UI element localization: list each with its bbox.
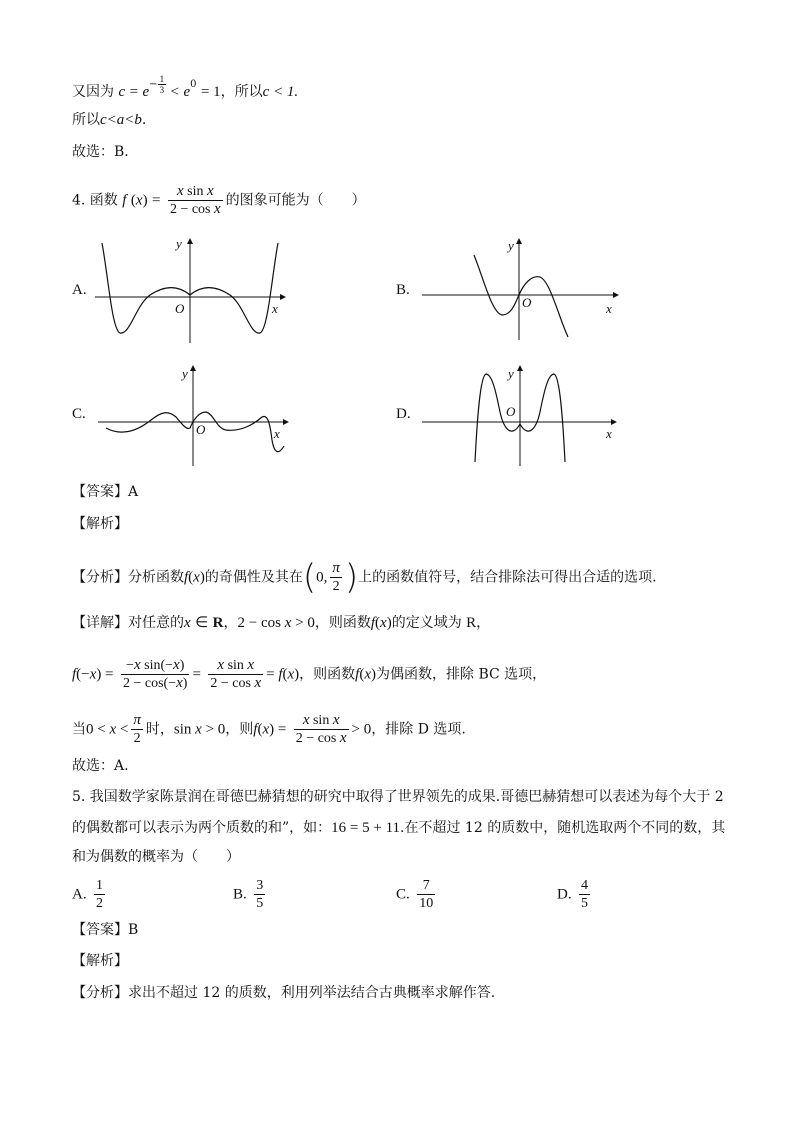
text: ，排除 D 选项. bbox=[371, 721, 466, 738]
option-label: B. bbox=[233, 886, 247, 903]
graph-c bbox=[96, 362, 292, 470]
curve bbox=[474, 255, 568, 337]
text: 的定义域为 bbox=[391, 615, 462, 631]
numerator: 3 bbox=[256, 878, 264, 893]
math-text: R bbox=[466, 615, 477, 631]
text: ，所以 bbox=[220, 84, 263, 100]
answer-value: B bbox=[128, 922, 139, 938]
text: 分析函数 bbox=[128, 569, 184, 586]
x-label: x bbox=[274, 426, 280, 441]
option-label: C. bbox=[396, 886, 410, 903]
option-label: A. bbox=[72, 886, 87, 903]
analysis-tag: 【解析】 bbox=[72, 516, 128, 532]
option-c-label[interactable]: C. bbox=[72, 406, 86, 422]
q5-jiexi bbox=[72, 951, 128, 971]
analysis-tag: 【解析】 bbox=[72, 953, 128, 969]
q4-answer bbox=[72, 482, 138, 502]
q5-line-2 bbox=[72, 818, 725, 838]
origin-label: O bbox=[522, 295, 532, 310]
text: ， bbox=[223, 615, 238, 631]
text: ，则 bbox=[225, 721, 254, 738]
curve bbox=[106, 412, 284, 452]
text: 的偶数都可以表示为两个质数的和”，如： bbox=[72, 820, 332, 836]
fenxi-tag: 【分析】 bbox=[72, 569, 128, 586]
origin-label: O bbox=[175, 301, 185, 316]
origin-label: O bbox=[506, 404, 516, 419]
text: ，则函数 bbox=[314, 615, 371, 631]
denominator: 2 bbox=[96, 896, 104, 911]
option-label: D. bbox=[557, 886, 572, 903]
graph-a bbox=[90, 235, 290, 345]
question-4: 4. 函数 f (x) = $\frac{\text{x sin x}}{\text{2 − cos x}}$ 的图象可能为（ ） bbox=[72, 183, 366, 217]
q5-option-a[interactable] bbox=[72, 877, 108, 912]
x-label: x bbox=[272, 301, 278, 316]
q4-fenxi: 【分析】分析函数f(x)的奇偶性及其在(0, $\frac{\pi}{2}$ )上的函数值符号，结合排除法可得出合适的选项. bbox=[72, 557, 657, 598]
denominator: 10 bbox=[419, 896, 434, 911]
q5-line-3: 和为偶数的概率为（ ） bbox=[72, 849, 240, 865]
text: 对任意的 bbox=[128, 615, 184, 631]
text: 所以 bbox=[72, 112, 100, 128]
q5-option-c[interactable] bbox=[396, 877, 438, 912]
q5-fenxi bbox=[72, 983, 495, 1003]
answer-tag: 【答案】 bbox=[72, 484, 128, 500]
graph-b bbox=[422, 235, 622, 345]
text: 时， bbox=[145, 721, 174, 738]
x-label: x bbox=[606, 426, 612, 441]
denominator: 5 bbox=[256, 896, 264, 911]
graph-d bbox=[420, 362, 620, 470]
y-label: y bbox=[176, 236, 182, 251]
q5-option-d[interactable] bbox=[557, 877, 593, 912]
math-text: 16 = 5 + 11 bbox=[331, 820, 401, 836]
text: 又因为 bbox=[72, 84, 114, 100]
text: .在不超过 12 的质数中，随机选取两个不同的数，其 bbox=[400, 820, 726, 836]
origin-label: O bbox=[196, 422, 206, 437]
q5-line-1: 5. 我国数学家陈景润在哥德巴赫猜想的研究中取得了世界领先的成果.哥德巴赫猜想可以表述为每个大于 2 bbox=[72, 789, 724, 805]
text: 的图象可能为（ ） bbox=[225, 192, 366, 209]
line-choose-b: 故选：B. bbox=[72, 144, 129, 160]
q4-detail-1: 【详解】对任意的x ∈ R，2 − cos x > 0，则函数f(x)的定义域为 R， bbox=[72, 615, 491, 631]
q4-detail-3: 当0 < x < $\frac{\pi}{2}$ 时，sin x > 0，则f(x) = $\frac{\text{x sin x}}{\text{2 − cos x}}$ > 0，排除 D 选项. bbox=[72, 712, 466, 746]
answer-tag: 【答案】 bbox=[72, 922, 128, 938]
numerator: 1 bbox=[96, 878, 104, 893]
text: 上的函数值符号，结合排除法可得出合适的选项. bbox=[358, 569, 657, 586]
q5-answer bbox=[72, 920, 138, 940]
numerator: 7 bbox=[417, 877, 435, 895]
line-order bbox=[72, 110, 146, 130]
q4-jiexi bbox=[72, 514, 128, 534]
y-label: y bbox=[508, 238, 514, 253]
text: 4. 函数 bbox=[72, 192, 118, 209]
text: 为偶函数，排除 BC 选项， bbox=[376, 666, 547, 683]
numerator: 4 bbox=[581, 878, 589, 893]
denominator: 5 bbox=[581, 896, 589, 911]
option-b-label[interactable]: B. bbox=[396, 282, 410, 298]
x-label: x bbox=[606, 301, 612, 316]
y-label: y bbox=[182, 366, 188, 381]
text: 当 bbox=[72, 721, 86, 738]
text: . bbox=[141, 112, 147, 128]
line-c-bound: 又因为 $c = e^{- \frac{1}{3}}$ < $e^0 = 1$，所以c < 1. bbox=[72, 74, 299, 100]
y-label: y bbox=[508, 366, 514, 381]
text: 求出不超过 12 的质数，利用列举法结合古典概率求解作答. bbox=[128, 985, 496, 1001]
q4-final: 故选：A. bbox=[72, 758, 129, 774]
text: 的奇偶性及其在 bbox=[204, 569, 303, 586]
text: ， bbox=[476, 615, 491, 631]
option-a-label[interactable]: A. bbox=[72, 282, 87, 298]
math-text: c<a<b bbox=[100, 112, 142, 128]
math-text: c < 1. bbox=[262, 84, 299, 100]
text: ，则函数 bbox=[299, 666, 356, 683]
q5-option-b[interactable] bbox=[233, 877, 268, 912]
answer-value: A bbox=[128, 484, 139, 500]
fenxi-tag: 【分析】 bbox=[72, 985, 128, 1001]
detail-tag: 【详解】 bbox=[72, 615, 128, 631]
option-d-label[interactable]: D. bbox=[396, 406, 411, 422]
q4-detail-2: f(−x) = $\frac{\text{−x sin(−x)}}{2 - \cos(-x)}$ = $\frac{\text{x sin x}}{\text{2 − cos x}}$ = f(x)，则函数f(x)为偶函数，排除 BC 选项， bbox=[72, 657, 547, 691]
